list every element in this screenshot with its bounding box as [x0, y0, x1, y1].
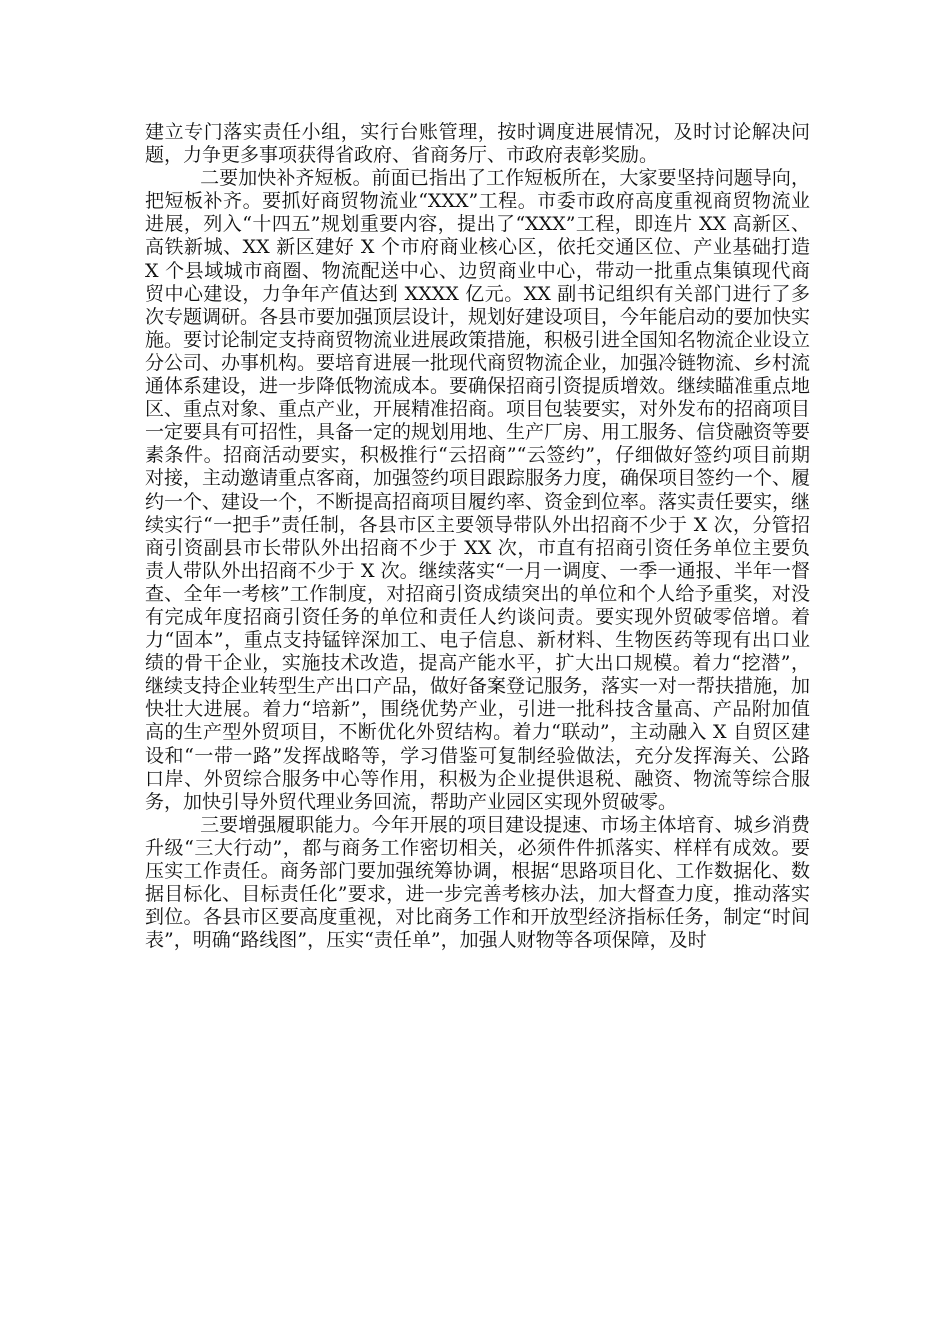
paragraph-capability: 三要增强履职能力。今年开展的项目建设提速、市场主体培育、城乡消费升级“三大行动”，都与商务工作密切相关，必须件件抓落实、样样有成效。要压实工作责任。商务部门要加强统筹协调，根据“思路项目化、工作数据化、数据目标化、目标责任化”要求，进一步完善考核办法，加大督查力度，推动落实到位。各县市区要高度重视，对比商务工作和开放型经济指标任务，制定“时间表”，明确“路线图”，压实“责任单”，加强人财物等各项保障，及时 [145, 813, 810, 952]
paragraph-shortcomings: 二要加快补齐短板。前面已指出了工作短板所在，大家要坚持问题导向，把短板补齐。要抓好商贸物流业“XXX”工程。市委市政府高度重视商贸物流业进展，列入“十四五”规划重要内容，提出了“XXX”工程，即连片 XX 高新区、高铁新城、XX 新区建好 X 个市府商业核心区，依托交通区位、产业基础打造 X 个县域城市商圈、物流配送中心、边贸商业中心，带动一批重点集镇现代商贸中心建设，力争年产值达到 XXXX 亿元。XX 副书记组织有关部门进行了多次专题调研。各县市要加强顶层设计，规划好建设项目，今年能启动的要加快实施。要讨论制定支持商贸物流业进展政策措施，积极引进全国知名物流企业设立分公司、办事机构。要培育进展一批现代商贸物流企业，加强冷链物流、乡村流通体系建设，进一步降低物流成本。要确保招商引资提质增效。继续瞄准重点地区、重点对象、重点产业，开展精准招商。项目包装要实，对外发布的招商项目一定要具有可招性，具备一定的规划用地、生产厂房、用工服务、信贷融资等要素条件。招商活动要实，积极推行“云招商”“云签约”，仔细做好签约项目前期对接，主动邀请重点客商，加强签约项目跟踪服务力度，确保项目签约一个、履约一个、建设一个，不断提高招商项目履约率、资金到位率。落实责任要实，继续实行“一把手”责任制，各县市区主要领导带队外出招商不少于 X 次，分管招商引资副县市长带队外出招商不少于 XX 次，市直有招商引资任务单位主要负责人带队外出招商不少于 X 次。继续落实“一月一调度、一季一通报、半年一督查、全年一考核”工作制度，对招商引资成绩突出的单位和个人给予重奖，对没有完成年度招商引资任务的单位和责任人约谈问责。要实现外贸破零倍增。着力“固本”，重点支持锰锌深加工、电子信息、新材料、生物医药等现有出口业绩的骨干企业，实施技术改造，提高产能水平，扩大出口规模。着力“挖潜”，继续支持企业转型生产出口产品，做好备案登记服务，落实一对一帮扶措施，加快壮大进展。着力“培新”，围绕优势产业，引进一批科技含量高、产品附加值高的生产型外贸项目，不断优化外贸结构。着力“联动”，主动融入 X 自贸区建设和“一带一路”发挥战略等，学习借鉴可复制经验做法，充分发挥海关、公路口岸、外贸综合服务中心等作用，积极为企业提供退税、融资、物流等综合服务，加快引导外贸代理业务回流，帮助产业园区实现外贸破零。 [145, 167, 811, 813]
paragraph-continuation: 建立专门落实责任小组，实行台账管理，按时调度进展情况，及时讨论解决问题，力争更多事项获得省政府、省商务厅、市政府表彰奖励。 [145, 121, 810, 167]
body-text [145, 121, 810, 952]
